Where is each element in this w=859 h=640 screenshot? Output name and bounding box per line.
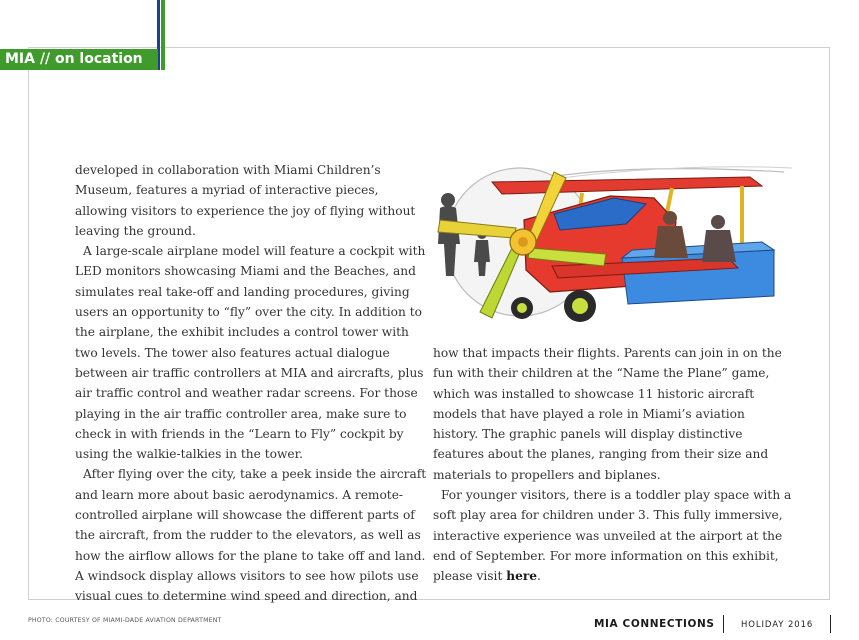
paragraph-1: developed in collaboration with Miami Children’s Museum, features a myriad of interactive pieces, allowing visitors to experience the joy of flying without leaving the ground. bbox=[75, 163, 416, 238]
exhibit-info-link[interactable]: here bbox=[506, 569, 538, 584]
wheel-front-hub bbox=[517, 303, 527, 313]
paragraph-2: A large-scale airplane model will feature a cockpit with LED monitors showcasing Miami and the Beaches, and simulates real take-off and landing procedures, giving users an opportunity to “fly” over the city. In addition to the airplane, the exhibit includes a control tower with two levels. The tower also features actual dialogue between air traffic controllers at MIA and aircrafts, plus air traffic control and weather radar screens. For those playing in the air traffic controller area, make sure to check in with friends in the “Learn to Fly” cockpit by using the walkie-talkies in the tower. bbox=[75, 244, 426, 462]
airplane-illustration bbox=[432, 158, 798, 336]
propeller-spinner bbox=[518, 237, 528, 247]
paragraph-3: After flying over the city, take a peek inside the aircraft and learn more about basic aerodynamics. A remote-controlled airplane will showcase the different parts of the aircraft, from the rudder to the elevators, as well as how the airflow allows for the plane to take off and land. A windsock display allows visitors to see how pilots use visual cues to determine wind speed and direction, and bbox=[75, 467, 427, 604]
issue-label: HOLIDAY 2016 bbox=[741, 620, 814, 630]
article-column-right bbox=[433, 343, 793, 587]
article-column-left bbox=[75, 160, 431, 607]
accent-stripe-green bbox=[161, 0, 165, 70]
footer-divider bbox=[723, 615, 724, 633]
publication-name: MIA CONNECTIONS bbox=[594, 618, 715, 630]
photo-credit: PHOTO: COURTESY OF MIAMI-DADE AVIATION DEPARTMENT bbox=[28, 617, 222, 624]
footer-divider-end bbox=[830, 615, 831, 633]
paragraph-5-text: For younger visitors, there is a toddler play space with a soft play area for children under 3. This fully immersive, interactive experience was unveiled at the airport at the end of September. For more information on this exhibit, please visit bbox=[433, 488, 792, 584]
base-platform bbox=[622, 250, 774, 304]
wheel-left-hub bbox=[572, 298, 588, 314]
paragraph-4: how that impacts their flights. Parents can join in on the fun with their children at the “Name the Plane” game, which was installed to showcase 11 historic aircraft models that have played a role in Miami’s aviation history. The graphic panels will display distinctive features about the planes, ranging from their size and materials to propellers and biplanes. bbox=[433, 346, 782, 482]
paragraph-5-end: . bbox=[537, 569, 541, 584]
paragraph-5 bbox=[433, 485, 793, 586]
section-label: MIA // on location bbox=[0, 49, 158, 70]
